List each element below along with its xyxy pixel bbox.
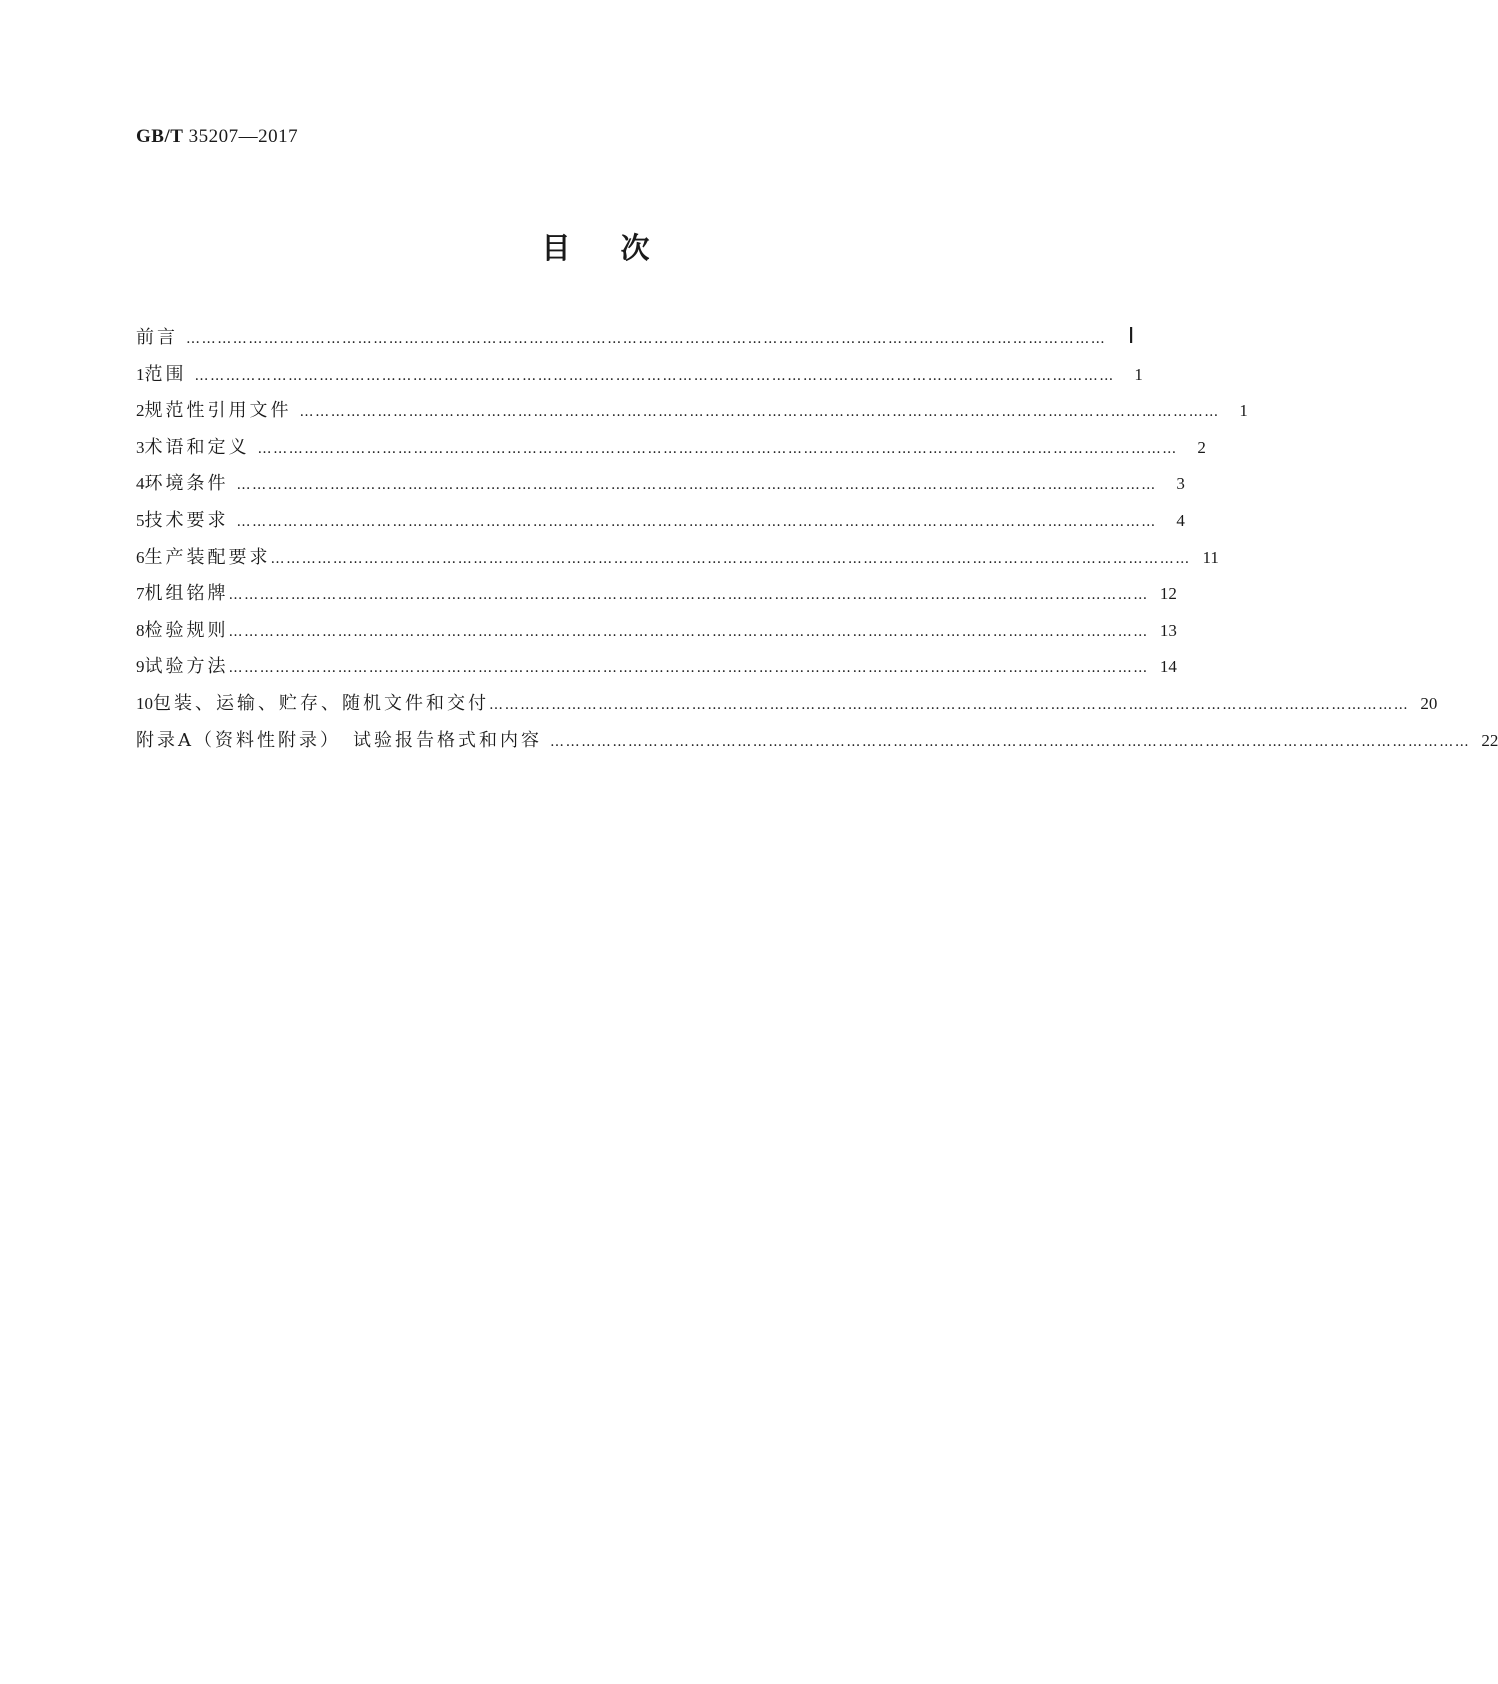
toc-entry-number: 9 bbox=[136, 657, 145, 677]
toc-entry-page: 11 bbox=[1202, 547, 1219, 567]
toc-entry-foreword[interactable] bbox=[136, 323, 1135, 360]
toc-entry-number: 8 bbox=[136, 620, 145, 640]
toc-entry-6[interactable] bbox=[136, 543, 1219, 580]
toc-entry-5[interactable] bbox=[136, 506, 1185, 543]
toc-entry-text: 检验规则 bbox=[144, 619, 229, 641]
standard-code-prefix: GB/T bbox=[136, 126, 184, 147]
table-of-contents bbox=[136, 323, 1498, 762]
toc-entry-text: 附录A（资料性附录） 试验报告格式和内容 bbox=[136, 729, 542, 751]
toc-entry-2[interactable] bbox=[136, 396, 1248, 433]
toc-entry-page: 22 bbox=[1481, 730, 1498, 750]
toc-entry-text: 前言 bbox=[136, 327, 178, 348]
toc-entry-number: 1 bbox=[136, 364, 145, 384]
toc-entry-7[interactable] bbox=[136, 579, 1177, 616]
toc-entry-text: 生产装配要求 bbox=[144, 546, 271, 568]
toc-entry-number: 7 bbox=[136, 584, 145, 604]
toc-entry-page: 4 bbox=[1176, 510, 1185, 530]
toc-title: 目次 bbox=[541, 231, 700, 265]
toc-entry-text: 环境条件 bbox=[144, 473, 229, 495]
toc-entry-number: 10 bbox=[136, 693, 153, 713]
toc-entry-text: 术语和定义 bbox=[144, 436, 250, 458]
toc-leader-dots: …………………………………………………………………………………………………………………………………………………………… bbox=[186, 331, 1107, 347]
toc-entry-text: 范围 bbox=[144, 363, 187, 385]
toc-entry-page: 13 bbox=[1159, 620, 1177, 640]
toc-entry-page: 12 bbox=[1159, 584, 1177, 604]
toc-leader-dots: …………………………………………………………………………………………………………………………………………………………… bbox=[228, 587, 1149, 604]
standard-code bbox=[136, 126, 298, 148]
toc-leader-dots: …………………………………………………………………………………………………………………………………………………………… bbox=[228, 623, 1149, 640]
toc-leader-dots: …………………………………………………………………………………………………………………………………………………………… bbox=[489, 696, 1410, 713]
toc-entry-1[interactable] bbox=[136, 360, 1143, 397]
toc-entry-number: 6 bbox=[136, 547, 145, 567]
toc-entry-text: 技术要求 bbox=[144, 509, 229, 531]
toc-entry-page: 14 bbox=[1159, 657, 1177, 677]
toc-entry-3[interactable] bbox=[136, 433, 1206, 470]
toc-entry-number: 3 bbox=[136, 437, 145, 457]
toc-entry-10[interactable] bbox=[136, 689, 1438, 726]
toc-entry-page: 2 bbox=[1197, 437, 1206, 457]
toc-leader-dots: …………………………………………………………………………………………………………………………………………………………… bbox=[550, 733, 1471, 750]
toc-entry-page: 1 bbox=[1239, 401, 1248, 421]
toc-leader-dots: …………………………………………………………………………………………………………………………………………………………… bbox=[236, 477, 1157, 494]
toc-leader-dots: …………………………………………………………………………………………………………………………………………………………… bbox=[299, 404, 1220, 421]
standard-code-number: 35207—2017 bbox=[183, 126, 299, 147]
toc-entry-page: 3 bbox=[1176, 474, 1185, 494]
toc-entry-text: 试验方法 bbox=[144, 656, 229, 678]
toc-entry-text: 机组铭牌 bbox=[144, 583, 229, 605]
toc-entry-text: 规范性引用文件 bbox=[144, 400, 292, 422]
toc-entry-number: 2 bbox=[136, 401, 145, 421]
toc-leader-dots: …………………………………………………………………………………………………………………………………………………………… bbox=[270, 550, 1191, 567]
toc-entry-number: 4 bbox=[136, 474, 145, 494]
toc-leader-dots: …………………………………………………………………………………………………………………………………………………………… bbox=[236, 513, 1157, 530]
toc-entry-text: 包装、运输、贮存、随机文件和交付 bbox=[153, 692, 489, 714]
toc-entry-4[interactable] bbox=[136, 469, 1185, 506]
toc-entry-appendix-a[interactable] bbox=[136, 726, 1498, 763]
toc-leader-dots: …………………………………………………………………………………………………………………………………………………………… bbox=[194, 367, 1115, 384]
toc-entry-8[interactable] bbox=[136, 616, 1177, 653]
toc-leader-dots: …………………………………………………………………………………………………………………………………………………………… bbox=[228, 660, 1149, 677]
toc-entry-page: 20 bbox=[1420, 693, 1438, 713]
toc-entry-number: 5 bbox=[136, 510, 145, 530]
toc-entry-page: Ⅰ bbox=[1127, 323, 1135, 348]
toc-entry-page: 1 bbox=[1134, 364, 1143, 384]
toc-entry-9[interactable] bbox=[136, 652, 1177, 689]
toc-leader-dots: …………………………………………………………………………………………………………………………………………………………… bbox=[257, 440, 1178, 457]
